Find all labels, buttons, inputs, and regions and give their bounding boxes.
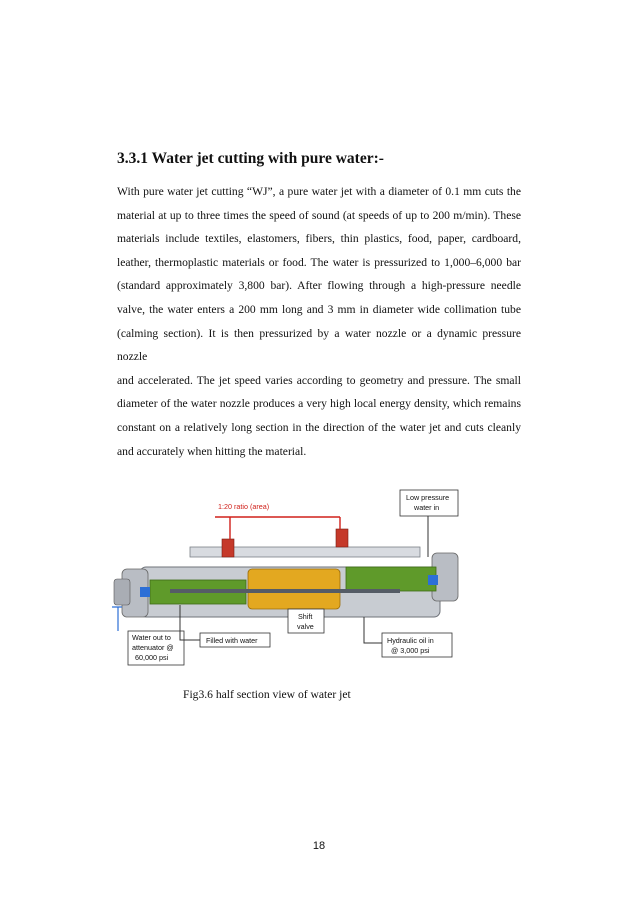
page-number: 18 [312, 840, 326, 852]
left-nut [114, 579, 130, 605]
water-out-label: Water out to [132, 633, 171, 642]
paragraph-line: and accelerated. The jet speed varies according to geometry and pressure. The small [117, 373, 521, 387]
water-out-leader [112, 607, 122, 631]
paragraph-line: constant on a relatively long section in the direction of the water jet and cuts cleanly [117, 420, 521, 434]
ratio-label: 1:20 ratio (area) [218, 502, 270, 511]
hydraulic-leader [364, 617, 382, 643]
paragraph-line: material at up to three times the speed of sound (at speeds of up to 200 m/min). These [117, 208, 521, 222]
figure-caption: Fig3.6 half section view of water jet [183, 688, 351, 701]
left-blue-seal [140, 587, 150, 597]
paragraph-line: and accurately when hitting the material. [117, 444, 307, 458]
water-out-label: attenuator @ [132, 643, 174, 652]
paragraph-line: leather, thermoplastic materials or food. The water is pressurized to 1,000–6,000 bar [117, 255, 521, 269]
paragraph-line: With pure water jet cutting “WJ”, a pure water jet with a diameter of 0.1 mm cuts the [117, 185, 521, 198]
section-heading: 3.3.1 Water jet cutting with pure water:- [117, 150, 384, 167]
paragraph-line: diameter of the water nozzle produces a very high local energy density, which remains [117, 397, 521, 411]
paragraph-line: (calming section). It is then pressurized by a water nozzle or a dynamic pressure nozzle [117, 326, 521, 364]
plunger-rod [170, 589, 400, 593]
left-red-valve [222, 539, 234, 557]
ratio-bracket [215, 517, 340, 539]
low-pressure-label: Low pressure [406, 493, 450, 502]
water-jet-half-section-figure [110, 487, 470, 667]
paragraph-line: materials include textiles, elastomers, fibers, thin plastics, food, paper, cardboard, [117, 232, 521, 246]
paragraph-line: valve, the water enters a 200 mm long and 3 mm in diameter wide collimation tube [117, 302, 521, 316]
shift-valve-label: Shift [298, 612, 313, 621]
filled-with-water-label: Filled with water [206, 636, 258, 645]
right-red-valve [336, 529, 348, 547]
hydraulic-oil-label: @ 3,000 psi [391, 646, 430, 655]
water-out-label: 60,000 psi [135, 653, 169, 662]
hydraulic-oil-label: Hydraulic oil in [387, 636, 434, 645]
low-pressure-label: water in [414, 503, 440, 512]
right-blue-seal [428, 575, 438, 585]
right-green-cylinder [346, 567, 436, 591]
shift-valve-label: valve [297, 622, 314, 631]
paragraph-line: (standard approximately 3,800 bar). After flowing through a high-pressure needle [117, 279, 521, 293]
body-paragraph [117, 180, 521, 463]
